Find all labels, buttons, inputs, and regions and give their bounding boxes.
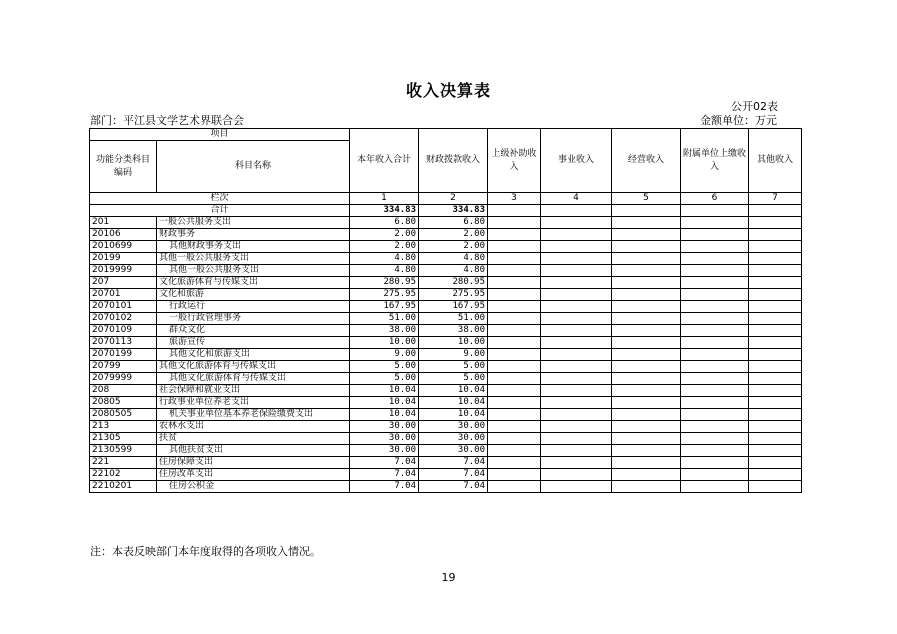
row-code: 2130599 bbox=[90, 445, 157, 457]
column-number: 1 bbox=[350, 193, 419, 205]
row-fiscal: 10.04 bbox=[419, 385, 488, 397]
row-name: 机关事业单位基本养老保险缴费支出 bbox=[157, 409, 350, 421]
row-fiscal: 6.80 bbox=[419, 217, 488, 229]
table-row bbox=[90, 277, 802, 289]
table-row bbox=[90, 241, 802, 253]
row-total: 10.04 bbox=[350, 385, 419, 397]
empty-cell bbox=[749, 445, 802, 457]
column-number: 4 bbox=[541, 193, 612, 205]
table-row bbox=[90, 265, 802, 277]
empty-cell bbox=[541, 457, 612, 469]
row-name: 行政事业单位养老支出 bbox=[157, 397, 350, 409]
column-number: 7 bbox=[749, 193, 802, 205]
row-name: 农林水支出 bbox=[157, 421, 350, 433]
row-total: 10.00 bbox=[350, 337, 419, 349]
empty-cell bbox=[612, 421, 681, 433]
empty-cell bbox=[541, 445, 612, 457]
empty-cell bbox=[749, 205, 802, 217]
row-name: 其他文化旅游体育与传媒支出 bbox=[157, 373, 350, 385]
empty-cell bbox=[612, 445, 681, 457]
row-total: 30.00 bbox=[350, 433, 419, 445]
empty-cell bbox=[612, 469, 681, 481]
header-code: 功能分类科目编码 bbox=[90, 141, 157, 193]
table-row bbox=[90, 361, 802, 373]
empty-cell bbox=[488, 301, 541, 313]
empty-cell bbox=[541, 361, 612, 373]
empty-cell bbox=[541, 409, 612, 421]
row-total: 167.95 bbox=[350, 301, 419, 313]
row-code: 2019999 bbox=[90, 265, 157, 277]
empty-cell bbox=[749, 253, 802, 265]
empty-cell bbox=[541, 265, 612, 277]
form-code: 公开02表 bbox=[731, 100, 778, 113]
empty-cell bbox=[681, 373, 749, 385]
empty-cell bbox=[612, 337, 681, 349]
header-name: 科目名称 bbox=[157, 141, 350, 193]
empty-cell bbox=[488, 349, 541, 361]
empty-cell bbox=[681, 349, 749, 361]
row-name: 行政运行 bbox=[157, 301, 350, 313]
row-fiscal: 5.00 bbox=[419, 373, 488, 385]
empty-cell bbox=[541, 253, 612, 265]
total-fiscal: 334.83 bbox=[419, 205, 488, 217]
empty-cell bbox=[681, 481, 749, 493]
empty-cell bbox=[612, 265, 681, 277]
empty-cell bbox=[541, 229, 612, 241]
row-total: 2.00 bbox=[350, 241, 419, 253]
empty-cell bbox=[681, 289, 749, 301]
table-row bbox=[90, 385, 802, 397]
row-name: 一般行政管理事务 bbox=[157, 313, 350, 325]
header-fiscal: 财政拨款收入 bbox=[419, 129, 488, 193]
empty-cell bbox=[541, 313, 612, 325]
empty-cell bbox=[488, 385, 541, 397]
row-code: 201 bbox=[90, 217, 157, 229]
empty-cell bbox=[488, 325, 541, 337]
table-row bbox=[90, 457, 802, 469]
row-fiscal: 10.00 bbox=[419, 337, 488, 349]
row-total: 4.80 bbox=[350, 265, 419, 277]
row-code: 2080505 bbox=[90, 409, 157, 421]
table-row bbox=[90, 301, 802, 313]
row-fiscal: 7.04 bbox=[419, 469, 488, 481]
empty-cell bbox=[612, 229, 681, 241]
empty-cell bbox=[681, 361, 749, 373]
row-total: 51.00 bbox=[350, 313, 419, 325]
row-code: 221 bbox=[90, 457, 157, 469]
row-code: 208 bbox=[90, 385, 157, 397]
row-name: 文化旅游体育与传媒支出 bbox=[157, 277, 350, 289]
row-code: 20106 bbox=[90, 229, 157, 241]
row-name: 住房保障支出 bbox=[157, 457, 350, 469]
empty-cell bbox=[541, 217, 612, 229]
empty-cell bbox=[681, 409, 749, 421]
page-number: 19 bbox=[441, 571, 456, 584]
empty-cell bbox=[749, 349, 802, 361]
row-name: 其他财政事务支出 bbox=[157, 241, 350, 253]
column-number: 6 bbox=[681, 193, 749, 205]
total-amount: 334.83 bbox=[350, 205, 419, 217]
empty-cell bbox=[749, 289, 802, 301]
table-row bbox=[90, 325, 802, 337]
row-fiscal: 4.80 bbox=[419, 265, 488, 277]
empty-cell bbox=[612, 361, 681, 373]
empty-cell bbox=[612, 397, 681, 409]
empty-cell bbox=[681, 217, 749, 229]
empty-cell bbox=[749, 409, 802, 421]
empty-cell bbox=[681, 385, 749, 397]
empty-cell bbox=[612, 457, 681, 469]
row-total: 10.04 bbox=[350, 409, 419, 421]
header-total: 本年收入合计 bbox=[350, 129, 419, 193]
row-name: 财政事务 bbox=[157, 229, 350, 241]
row-code: 2070101 bbox=[90, 301, 157, 313]
empty-cell bbox=[541, 373, 612, 385]
amount-unit: 金额单位：万元 bbox=[700, 114, 777, 127]
table-row bbox=[90, 253, 802, 265]
empty-cell bbox=[681, 469, 749, 481]
row-total: 280.95 bbox=[350, 277, 419, 289]
empty-cell bbox=[612, 409, 681, 421]
empty-cell bbox=[488, 409, 541, 421]
empty-cell bbox=[749, 301, 802, 313]
header-item: 项目 bbox=[90, 129, 350, 141]
row-name: 其他一般公共服务支出 bbox=[157, 253, 350, 265]
empty-cell bbox=[612, 313, 681, 325]
column-number: 2 bbox=[419, 193, 488, 205]
empty-cell bbox=[749, 241, 802, 253]
row-code: 20805 bbox=[90, 397, 157, 409]
row-total: 2.00 bbox=[350, 229, 419, 241]
row-name: 其他一般公共服务支出 bbox=[157, 265, 350, 277]
row-name: 扶贫 bbox=[157, 433, 350, 445]
row-fiscal: 167.95 bbox=[419, 301, 488, 313]
table-row bbox=[90, 289, 802, 301]
total-row-label: 合计 bbox=[90, 205, 350, 217]
row-total: 10.04 bbox=[350, 397, 419, 409]
empty-cell bbox=[612, 205, 681, 217]
page-title: 收入决算表 bbox=[405, 81, 491, 100]
empty-cell bbox=[541, 301, 612, 313]
empty-cell bbox=[681, 445, 749, 457]
row-name: 住房公积金 bbox=[157, 481, 350, 493]
empty-cell bbox=[612, 385, 681, 397]
empty-cell bbox=[488, 205, 541, 217]
empty-cell bbox=[488, 241, 541, 253]
empty-cell bbox=[488, 373, 541, 385]
empty-cell bbox=[541, 433, 612, 445]
header-affiliated: 附属单位上缴收入 bbox=[681, 129, 749, 193]
row-name: 社会保障和就业支出 bbox=[157, 385, 350, 397]
empty-cell bbox=[488, 337, 541, 349]
empty-cell bbox=[612, 301, 681, 313]
empty-cell bbox=[749, 397, 802, 409]
row-fiscal: 7.04 bbox=[419, 457, 488, 469]
empty-cell bbox=[541, 241, 612, 253]
empty-cell bbox=[612, 433, 681, 445]
empty-cell bbox=[541, 205, 612, 217]
empty-cell bbox=[681, 241, 749, 253]
empty-cell bbox=[541, 325, 612, 337]
row-fiscal: 5.00 bbox=[419, 361, 488, 373]
header-superior: 上级补助收入 bbox=[488, 129, 541, 193]
row-code: 2210201 bbox=[90, 481, 157, 493]
table-row bbox=[90, 349, 802, 361]
row-total: 9.00 bbox=[350, 349, 419, 361]
column-number: 5 bbox=[612, 193, 681, 205]
row-total: 30.00 bbox=[350, 421, 419, 433]
row-fiscal: 30.00 bbox=[419, 433, 488, 445]
row-name: 文化和旅游 bbox=[157, 289, 350, 301]
empty-cell bbox=[681, 457, 749, 469]
row-fiscal: 10.04 bbox=[419, 397, 488, 409]
row-fiscal: 9.00 bbox=[419, 349, 488, 361]
table-row bbox=[90, 469, 802, 481]
row-total: 38.00 bbox=[350, 325, 419, 337]
row-fiscal: 30.00 bbox=[419, 445, 488, 457]
empty-cell bbox=[541, 421, 612, 433]
empty-cell bbox=[681, 205, 749, 217]
row-code: 2079999 bbox=[90, 373, 157, 385]
empty-cell bbox=[488, 265, 541, 277]
table-row bbox=[90, 433, 802, 445]
row-fiscal: 2.00 bbox=[419, 241, 488, 253]
row-fiscal: 280.95 bbox=[419, 277, 488, 289]
empty-cell bbox=[541, 289, 612, 301]
row-fiscal: 51.00 bbox=[419, 313, 488, 325]
empty-cell bbox=[488, 313, 541, 325]
row-code: 2070109 bbox=[90, 325, 157, 337]
row-total: 30.00 bbox=[350, 445, 419, 457]
empty-cell bbox=[612, 481, 681, 493]
row-code: 20199 bbox=[90, 253, 157, 265]
row-fiscal: 7.04 bbox=[419, 481, 488, 493]
row-code: 2070199 bbox=[90, 349, 157, 361]
row-name: 住房改革支出 bbox=[157, 469, 350, 481]
empty-cell bbox=[681, 325, 749, 337]
row-code: 21305 bbox=[90, 433, 157, 445]
row-fiscal: 10.04 bbox=[419, 409, 488, 421]
empty-cell bbox=[612, 241, 681, 253]
header-business: 事业收入 bbox=[541, 129, 612, 193]
department-label: 部门：平江县文学艺术界联合会 bbox=[90, 114, 244, 127]
table-row bbox=[90, 373, 802, 385]
table-row bbox=[90, 337, 802, 349]
empty-cell bbox=[488, 289, 541, 301]
empty-cell bbox=[681, 421, 749, 433]
row-name: 其他文化和旅游支出 bbox=[157, 349, 350, 361]
empty-cell bbox=[681, 397, 749, 409]
empty-cell bbox=[681, 265, 749, 277]
column-row-label: 栏次 bbox=[90, 193, 350, 205]
empty-cell bbox=[541, 385, 612, 397]
table-row bbox=[90, 481, 802, 493]
empty-cell bbox=[488, 457, 541, 469]
empty-cell bbox=[541, 277, 612, 289]
table-row bbox=[90, 229, 802, 241]
empty-cell bbox=[541, 337, 612, 349]
empty-cell bbox=[488, 421, 541, 433]
header-operating: 经营收入 bbox=[612, 129, 681, 193]
empty-cell bbox=[612, 253, 681, 265]
row-code: 20799 bbox=[90, 361, 157, 373]
empty-cell bbox=[749, 313, 802, 325]
empty-cell bbox=[749, 337, 802, 349]
row-fiscal: 38.00 bbox=[419, 325, 488, 337]
row-fiscal: 2.00 bbox=[419, 229, 488, 241]
empty-cell bbox=[681, 337, 749, 349]
empty-cell bbox=[749, 229, 802, 241]
empty-cell bbox=[749, 421, 802, 433]
row-code: 2010699 bbox=[90, 241, 157, 253]
row-total: 5.00 bbox=[350, 373, 419, 385]
empty-cell bbox=[749, 481, 802, 493]
empty-cell bbox=[681, 277, 749, 289]
empty-cell bbox=[749, 265, 802, 277]
empty-cell bbox=[612, 217, 681, 229]
empty-cell bbox=[681, 433, 749, 445]
row-total: 7.04 bbox=[350, 469, 419, 481]
empty-cell bbox=[488, 361, 541, 373]
table-row bbox=[90, 409, 802, 421]
empty-cell bbox=[612, 373, 681, 385]
empty-cell bbox=[541, 481, 612, 493]
table-row bbox=[90, 445, 802, 457]
empty-cell bbox=[488, 397, 541, 409]
row-total: 5.00 bbox=[350, 361, 419, 373]
income-table bbox=[89, 128, 802, 493]
empty-cell bbox=[488, 445, 541, 457]
column-number: 3 bbox=[488, 193, 541, 205]
table-row bbox=[90, 397, 802, 409]
table-row bbox=[90, 421, 802, 433]
empty-cell bbox=[612, 289, 681, 301]
row-total: 7.04 bbox=[350, 481, 419, 493]
row-total: 7.04 bbox=[350, 457, 419, 469]
empty-cell bbox=[488, 277, 541, 289]
header-other: 其他收入 bbox=[749, 129, 802, 193]
empty-cell bbox=[488, 253, 541, 265]
empty-cell bbox=[612, 325, 681, 337]
empty-cell bbox=[612, 277, 681, 289]
empty-cell bbox=[488, 229, 541, 241]
empty-cell bbox=[681, 229, 749, 241]
row-code: 2070102 bbox=[90, 313, 157, 325]
row-name: 旅游宣传 bbox=[157, 337, 350, 349]
row-name: 其他扶贫支出 bbox=[157, 445, 350, 457]
row-fiscal: 275.95 bbox=[419, 289, 488, 301]
empty-cell bbox=[749, 433, 802, 445]
empty-cell bbox=[541, 349, 612, 361]
empty-cell bbox=[681, 301, 749, 313]
row-fiscal: 30.00 bbox=[419, 421, 488, 433]
empty-cell bbox=[749, 325, 802, 337]
row-name: 其他文化旅游体育与传媒支出 bbox=[157, 361, 350, 373]
empty-cell bbox=[749, 457, 802, 469]
empty-cell bbox=[749, 373, 802, 385]
empty-cell bbox=[749, 385, 802, 397]
row-total: 275.95 bbox=[350, 289, 419, 301]
row-fiscal: 4.80 bbox=[419, 253, 488, 265]
empty-cell bbox=[488, 217, 541, 229]
row-code: 20701 bbox=[90, 289, 157, 301]
empty-cell bbox=[681, 313, 749, 325]
empty-cell bbox=[488, 433, 541, 445]
empty-cell bbox=[488, 469, 541, 481]
empty-cell bbox=[681, 253, 749, 265]
row-code: 207 bbox=[90, 277, 157, 289]
table-row bbox=[90, 313, 802, 325]
empty-cell bbox=[488, 481, 541, 493]
row-code: 213 bbox=[90, 421, 157, 433]
row-total: 6.80 bbox=[350, 217, 419, 229]
empty-cell bbox=[749, 277, 802, 289]
row-code: 2070113 bbox=[90, 337, 157, 349]
table-row bbox=[90, 217, 802, 229]
row-code: 22102 bbox=[90, 469, 157, 481]
empty-cell bbox=[541, 469, 612, 481]
empty-cell bbox=[749, 469, 802, 481]
table-note: 注：本表反映部门本年度取得的各项收入情况。 bbox=[90, 545, 321, 558]
empty-cell bbox=[541, 397, 612, 409]
empty-cell bbox=[612, 349, 681, 361]
empty-cell bbox=[749, 361, 802, 373]
row-total: 4.80 bbox=[350, 253, 419, 265]
row-name: 群众文化 bbox=[157, 325, 350, 337]
empty-cell bbox=[749, 217, 802, 229]
row-name: 一般公共服务支出 bbox=[157, 217, 350, 229]
